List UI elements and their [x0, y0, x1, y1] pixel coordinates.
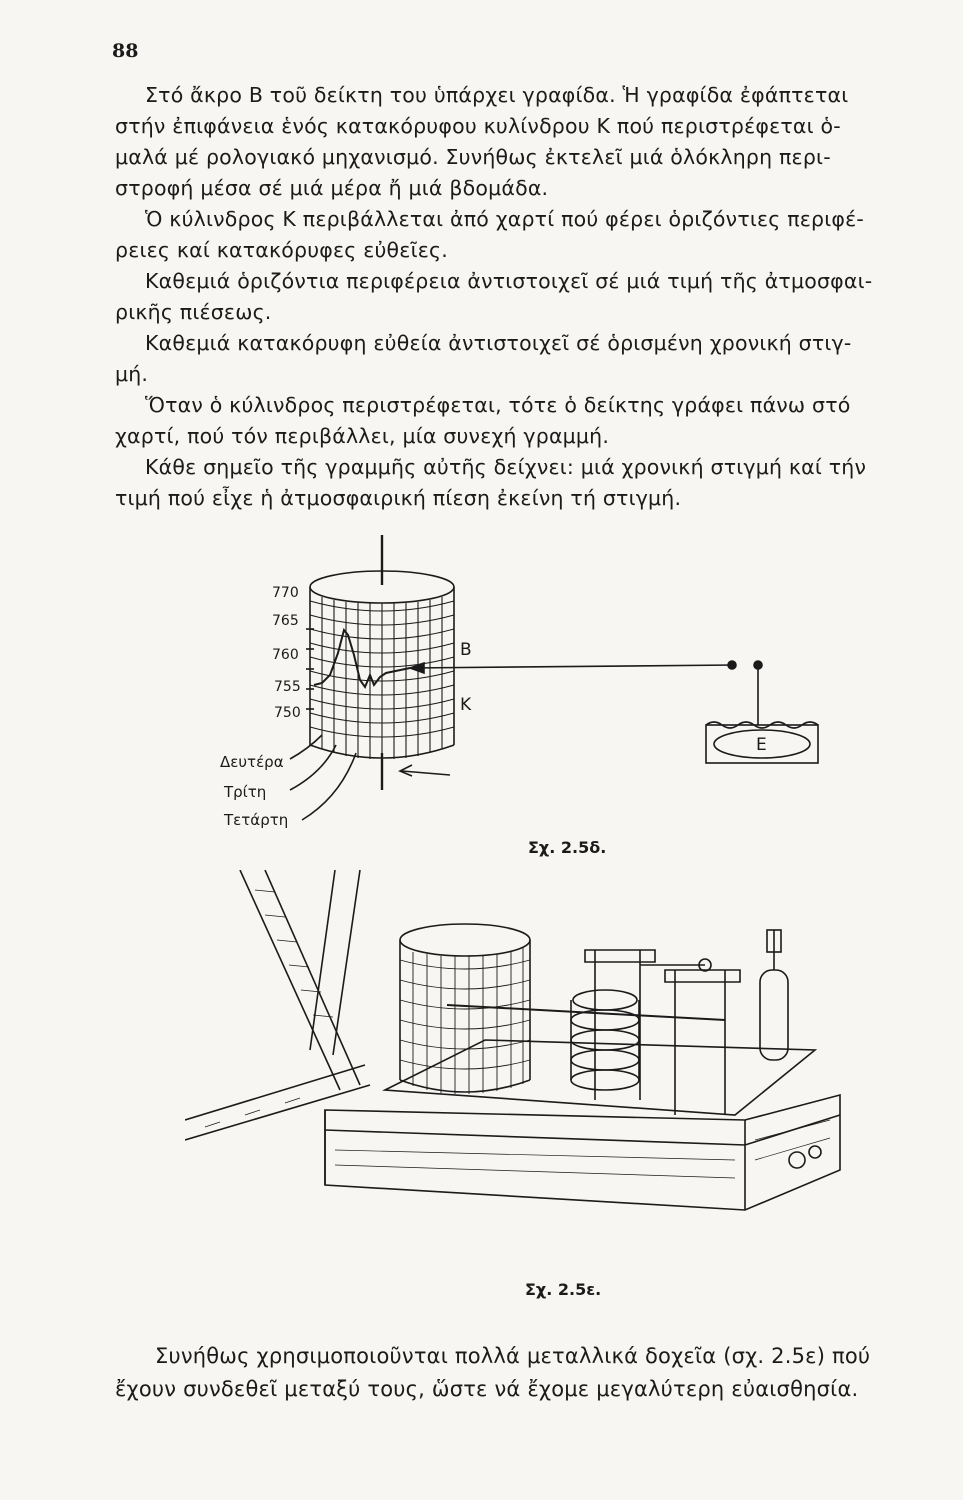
text-line: Καθεμιά ὁριζόντια περιφέρεια ἀντιστοιχεῖ σέ μιά τιμή τῆς ἀτμοσφαι-: [145, 269, 873, 293]
scale-label-760: 760: [272, 647, 299, 663]
text-line: χαρτί, πού τόν περιβάλλει, μία συνεχή γραμμή.: [115, 424, 610, 448]
top-paragraphs: [115, 80, 935, 514]
day-label-tuesday: Τρίτη: [224, 783, 267, 801]
scale-label-755: 755: [274, 679, 301, 695]
page-number: 88: [112, 40, 139, 62]
text-line: Ὁ κύλινδρος Κ περιβάλλεται ἀπό χαρτί πού φέρει ὁριζόντιες περιφέ-: [145, 207, 864, 231]
text-line: στροφή μέσα σέ μιά μέρα ἤ μιά βδομάδα.: [115, 176, 549, 200]
text-line: Ὅταν ὁ κύλινδρος περιστρέφεται, τότε ὁ δείκτης γράφει πάνω στό: [145, 393, 851, 417]
day-label-monday: Δευτέρα: [220, 753, 284, 771]
scale-label-765: 765: [272, 613, 299, 629]
figure-caption-2: Σχ. 2.5ε.: [525, 1280, 602, 1299]
label-K: Κ: [460, 695, 472, 715]
scale-label-770: 770: [272, 585, 299, 601]
text-line: ρικῆς πιέσεως.: [115, 300, 272, 324]
text-line: Κάθε σημεῖο τῆς γραμμῆς αὐτῆς δείχνει: μιά χρονική στιγμή καί τήν: [145, 455, 867, 479]
text-line: Καθεμιά κατακόρυφη εὐθεία ἀντιστοιχεῖ σέ ὁρισμένη χρονική στιγ-: [145, 331, 852, 355]
text-line: μή.: [115, 362, 149, 386]
text-line: ἔχουν συνδεθεῖ μεταξύ τους, ὥστε νά ἔχομε μεγαλύτερη εὐαισθησία.: [115, 1377, 859, 1401]
day-label-wednesday: Τετάρτη: [224, 811, 289, 829]
label-E: Ε: [756, 735, 767, 755]
text-line: Στό ἄκρο Β τοῦ δείκτη του ὑπάρχει γραφίδα. Ἡ γραφίδα ἐφάπτεται: [145, 83, 849, 107]
text-line: Συνήθως χρησιμοποιοῦνται πολλά μεταλλικά δοχεῖα (σχ. 2.5ε) πού: [155, 1344, 871, 1368]
figure-caption-1: Σχ. 2.5δ.: [528, 838, 607, 857]
text-line: ρειες καί κατακόρυφες εὐθεῖες.: [115, 238, 448, 262]
text-line: μαλά μέ ρολογιακό μηχανισμό. Συνήθως ἐκτελεῖ μιά ὁλόκληρη περι-: [115, 145, 831, 169]
label-B: Β: [460, 640, 472, 660]
scale-label-750: 750: [274, 705, 301, 721]
barograph-diagram: [210, 535, 850, 865]
bottom-paragraph: [115, 1340, 945, 1406]
barograph-illustration: [185, 870, 860, 1270]
text-line: στήν ἐπιφάνεια ἑνός κατακόρυφου κυλίνδρου Κ πού περιστρέφεται ὁ-: [115, 114, 841, 138]
text-line: τιμή πού εἶχε ἡ ἀτμοσφαιρική πίεση ἐκείνη τή στιγμή.: [115, 486, 682, 510]
